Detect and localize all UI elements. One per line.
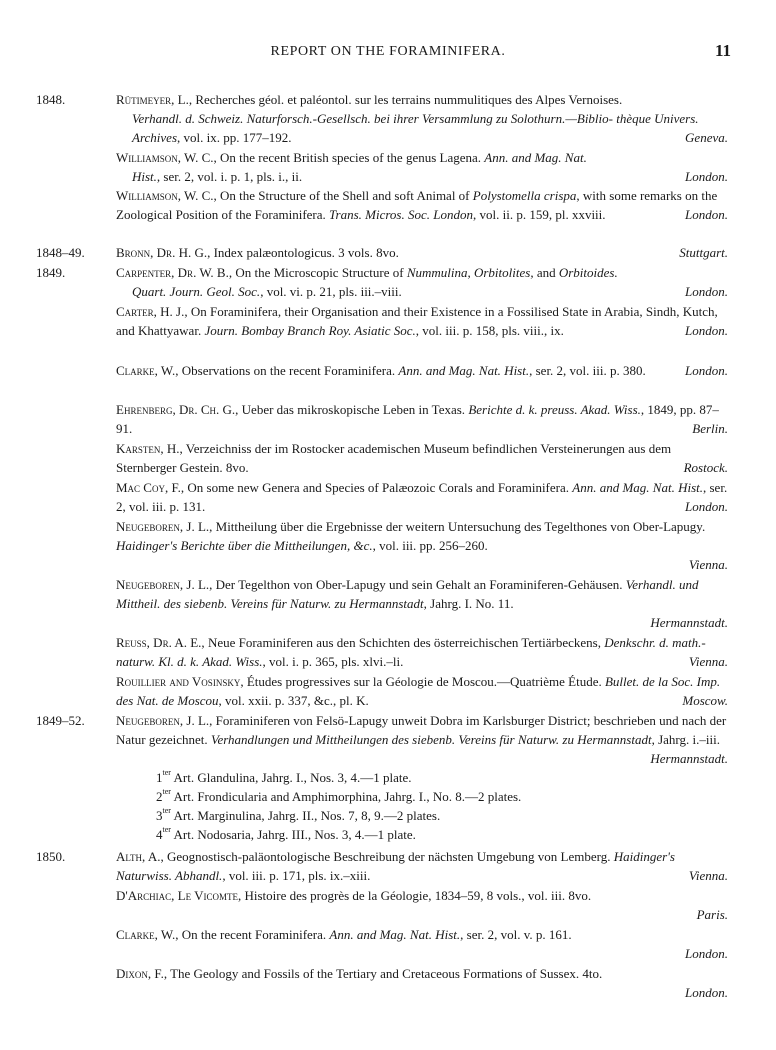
entry-author: Carpenter, Dr. W. B., xyxy=(116,265,233,280)
entry-volume: , ser. 2, vol. v. p. 161. xyxy=(460,927,572,942)
entry-journal: Ann. and Mag. Nat. Hist. xyxy=(398,363,530,378)
entry-title: On some new Genera and Species of Palæozoic Corals and Foraminifera. xyxy=(187,480,570,495)
entry-volume: , vol. iii. pp. 256–260. xyxy=(372,538,488,553)
year-1848-49: 1848–49. xyxy=(36,245,85,260)
entry-species: Polystomella crispa xyxy=(472,188,577,203)
entry-volume: , ser. 2, vol. iii. p. 131. xyxy=(116,480,728,514)
entry-williamson-1 xyxy=(116,148,728,186)
entry-title: Der Tegelthon von Ober-Lapugy und sein Gehalt an Foraminiferen-Gehäusen. xyxy=(215,577,623,592)
entry-rouillier xyxy=(116,672,728,710)
article-ordinal-suffix: ter xyxy=(162,787,171,796)
article-ordinal: 3 xyxy=(156,808,163,823)
entry-place: London. xyxy=(685,323,728,338)
running-header xyxy=(0,41,776,64)
article-item-4 xyxy=(156,827,416,843)
entry-author: Rütimeyer, L., xyxy=(116,92,193,107)
entry-author: Carter, H. J., xyxy=(116,304,188,319)
entry-title: Neue Foraminiferen aus den Schichten des österreichischen Tertiärbeckens, xyxy=(207,635,601,650)
entry-title: The Geology and Fossils of the Tertiary and Cretaceous Formations of Sussex. 4to. xyxy=(170,966,603,981)
entry-volume: , vol. vi. p. 21, pls. iii.–viii. xyxy=(260,284,402,299)
entry-place: Vienna. xyxy=(688,868,728,883)
entry-volume: , ser. 2, vol. i. p. 1, pls. i., ii. xyxy=(156,169,303,184)
entry-volume: , 1849, pp. 87–91. xyxy=(116,402,719,436)
entry-volume: , vol. iii. p. 171, pls. ix.–xiii. xyxy=(222,868,371,883)
entry-williamson-2 xyxy=(116,186,728,224)
entry-place: Moscow. xyxy=(682,693,728,708)
entry-title: Recherches géol. et paléontol. sur les terrains nummulitiques des Alpes Vernoises. xyxy=(195,92,623,107)
entry-title: Études progressives sur la Géologie de Moscou.—Quatrième Étude. xyxy=(246,674,602,689)
entry-place: Paris. xyxy=(696,907,728,922)
entry-place: London. xyxy=(685,207,728,222)
entry-neugeboren-3 xyxy=(116,711,728,768)
entry-author: Bronn, Dr. H. G., xyxy=(116,245,211,260)
entry-author: Williamson, W. C., xyxy=(116,150,217,165)
entry-place: London. xyxy=(685,363,728,378)
entry-title: Ueber das mikroskopische Leben in Texas. xyxy=(241,402,466,417)
entry-title: Observations on the recent Foraminifera. xyxy=(181,363,396,378)
entry-title: On the recent British species of the genus Lagena. xyxy=(220,150,482,165)
entry-author: Neugeboren, J. L., xyxy=(116,519,213,534)
entry-title: On the Structure of the Shell and soft Animal of xyxy=(220,188,470,203)
entry-journal: Ann. and Mag. Nat. xyxy=(484,150,587,165)
article-item-1 xyxy=(156,770,412,786)
entry-author: Williamson, W. C., xyxy=(116,188,217,203)
entry-title: Histoire des progrès de la Géologie, 1834–59, 8 vols., vol. iii. 8vo. xyxy=(244,888,592,903)
entry-title: On Foraminifera, their Organisation and their Existence in a Fossilised State in Arabia, Sindh, Kutch, and Khattyawar. xyxy=(116,304,718,338)
year-1850: 1850. xyxy=(36,849,66,864)
entry-volume: , vol. ix. pp. 177–192. xyxy=(177,130,292,145)
header-title: REPORT ON THE FORAMINIFERA. xyxy=(270,44,506,59)
article-ordinal-suffix: ter xyxy=(162,806,171,815)
entry-title: Foraminiferen von Felsö-Lapugy unweit Dobra im Karlsburger District; beschrieben und nach der Natur gezeichnet. xyxy=(116,713,727,747)
entry-author: Dixon, F., xyxy=(116,966,168,981)
entry-clarke-2 xyxy=(116,925,728,963)
entry-bronn xyxy=(116,243,728,262)
article-ordinal: 2 xyxy=(156,789,163,804)
entry-journal: Quart. Journ. Geol. Soc. xyxy=(132,284,261,299)
entry-title-cont: , with some remarks on the Zoological Position of the Foraminifera. xyxy=(116,188,718,222)
entry-place: London. xyxy=(685,169,728,184)
entry-volume: , Jahrg. I. No. 11. xyxy=(423,596,514,611)
entry-rutimeyer xyxy=(116,90,728,147)
article-text: Art. Marginulina, Jahrg. II., Nos. 7, 8, 9.—2 plates. xyxy=(173,808,441,823)
entry-author: Rouillier and Vosinsky, xyxy=(116,674,244,689)
entry-author: Karsten, H., xyxy=(116,441,183,456)
article-item-2 xyxy=(156,789,521,805)
entry-volume: , vol. iii. p. 158, pls. viii., ix. xyxy=(415,323,564,338)
entry-neugeboren-2 xyxy=(116,575,728,632)
entry-author: D'Archiac, Le Vicomte, xyxy=(116,888,242,903)
entry-volume: , Jahrg. i.–iii. xyxy=(651,732,720,747)
entry-author: Neugeboren, J. L., xyxy=(116,577,213,592)
entry-title: Index palæontologicus. 3 vols. 8vo. xyxy=(213,245,399,260)
article-item-3 xyxy=(156,808,440,824)
article-ordinal: 1 xyxy=(156,770,163,785)
entry-place: London. xyxy=(685,499,728,514)
entry-journal: Haidinger's Berichte über die Mittheilungen, &c. xyxy=(116,538,373,553)
entry-place: London. xyxy=(685,284,728,299)
entry-place: Rostock. xyxy=(683,460,728,475)
entry-journal: Haidinger's Naturwiss. Abhandl. xyxy=(116,849,675,883)
entry-title: Geognostisch-paläontologische Beschreibung der nächsten Umgebung von Lemberg. xyxy=(166,849,611,864)
entry-journal: Ann. and Mag. Nat. Hist. xyxy=(329,927,461,942)
entry-carpenter xyxy=(116,263,728,301)
entry-author: Alth, A., xyxy=(116,849,164,864)
article-ordinal-suffix: ter xyxy=(162,825,171,834)
entry-author: Clarke, W., xyxy=(116,363,179,378)
page-number: 11 xyxy=(714,41,731,60)
entry-volume: , vol. ii. p. 159, pl. xxviii. xyxy=(473,207,606,222)
entry-alth xyxy=(116,847,728,885)
entry-place: London. xyxy=(685,985,728,1000)
entry-author: Reuss, Dr. A. E., xyxy=(116,635,205,650)
entry-place: London. xyxy=(685,946,728,961)
entry-darchiac xyxy=(116,886,728,924)
entry-journal: Ann. and Mag. Nat. Hist. xyxy=(572,480,703,495)
article-text: Art. Nodosaria, Jahrg. III., Nos. 3, 4.—1 plate. xyxy=(173,827,416,842)
entry-journal: Trans. Micros. Soc. London xyxy=(329,207,473,222)
entry-journal: Journ. Bombay Branch Roy. Asiatic Soc. xyxy=(204,323,416,338)
entry-title: Verzeichniss der im Rostocker academischen Museum befindlichen Versteinerungen aus dem Sternberger Gestein. 8vo. xyxy=(116,441,672,475)
entry-volume: , vol. i. p. 365, pls. xlvi.–li. xyxy=(262,654,404,669)
entry-journal-cont: Hist. xyxy=(132,169,157,184)
entry-place: Hermannstadt. xyxy=(650,751,728,766)
entry-journal: Denkschr. d. math.-naturw. Kl. d. k. Akad. Wiss. xyxy=(116,635,706,669)
entry-title: Mittheilung über die Ergebnisse der weitern Untersuchung des Tegelthones von Ober-Lapugy. xyxy=(215,519,706,534)
entry-karsten xyxy=(116,439,728,477)
year-1849: 1849. xyxy=(36,265,66,280)
entry-genera: Nummulina, Orbitolites, xyxy=(406,265,534,280)
entry-journal: Verhandl. d. Schweiz. Naturforsch.-Gesellsch. bei ihrer Versammlung zu Solothurn.—Biblio- xyxy=(132,111,613,126)
entry-dixon xyxy=(116,964,728,1002)
entry-maccoy xyxy=(116,478,728,516)
entry-clarke-1 xyxy=(116,361,728,380)
entry-journal: Verhandl. und Mittheil. des siebenb. Vereins für Naturw. zu Hermannstadt xyxy=(116,577,699,611)
entry-volume: , vol. xxii. p. 337, &c., pl. K. xyxy=(218,693,369,708)
entry-carter xyxy=(116,302,728,340)
article-ordinal: 4 xyxy=(156,827,163,842)
year-1848: 1848. xyxy=(36,92,66,107)
entry-conjunction: and xyxy=(536,265,556,280)
entry-journal: Bullet. de la Soc. Imp. des Nat. de Moscou xyxy=(116,674,721,708)
entry-journal: Verhandlungen und Mittheilungen des siebenb. Vereins für Naturw. zu Hermannstadt xyxy=(210,732,652,747)
year-1849-52: 1849–52. xyxy=(36,713,85,728)
entry-place: Berlin. xyxy=(692,421,728,436)
entry-author: Neugeboren, J. L., xyxy=(116,713,213,728)
entry-place: Hermannstadt. xyxy=(650,615,728,630)
entry-title: On the Microscopic Structure of xyxy=(235,265,404,280)
entry-ehrenberg xyxy=(116,400,728,438)
entry-title: On the recent Foraminifera. xyxy=(181,927,327,942)
entry-journal: Berichte d. k. preuss. Akad. Wiss. xyxy=(468,402,641,417)
entry-place: Vienna. xyxy=(688,557,728,572)
entry-genus: Orbitoides. xyxy=(558,265,618,280)
entry-author: Mac Coy, F., xyxy=(116,480,185,495)
article-ordinal-suffix: ter xyxy=(162,768,171,777)
entry-neugeboren-1 xyxy=(116,517,728,574)
article-text: Art. Frondicularia and Amphimorphina, Jahrg. I., No. 8.—2 plates. xyxy=(173,789,522,804)
entry-place: Geneva. xyxy=(685,130,728,145)
entry-place: Vienna. xyxy=(688,654,728,669)
entry-author: Clarke, W., xyxy=(116,927,179,942)
article-text: Art. Glandulina, Jahrg. I., Nos. 3, 4.—1 plate. xyxy=(173,770,412,785)
entry-author: Ehrenberg, Dr. Ch. G., xyxy=(116,402,239,417)
entry-place: Stuttgart. xyxy=(679,245,728,260)
entry-volume: , ser. 2, vol. iii. p. 380. xyxy=(529,363,646,378)
entry-journal-cont: thèque Univers. Archives xyxy=(132,111,699,145)
entry-reuss xyxy=(116,633,728,671)
